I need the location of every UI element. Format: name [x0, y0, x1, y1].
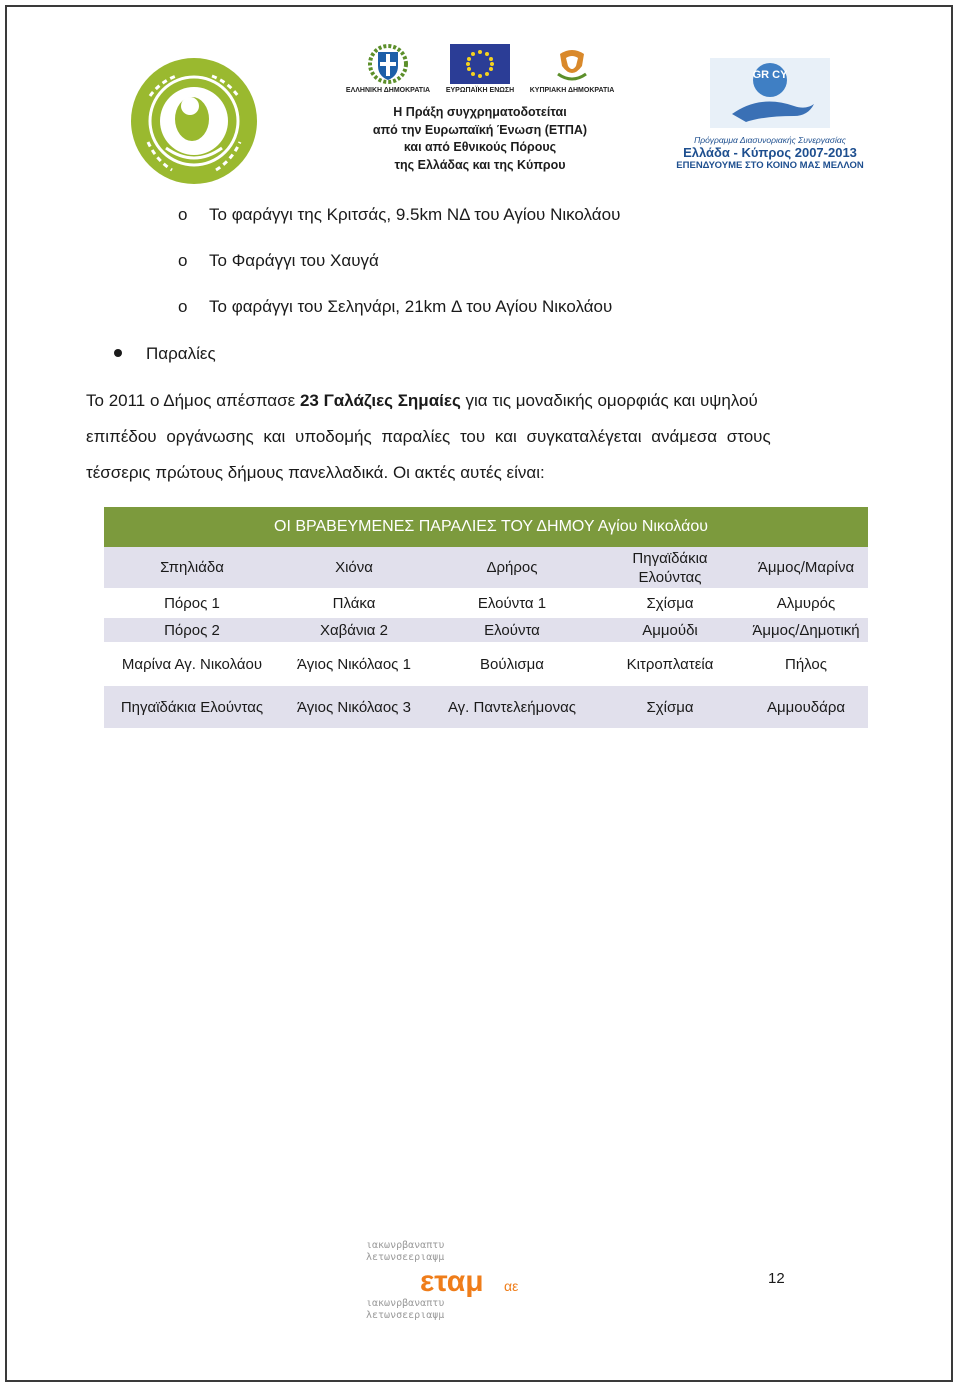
flag-row — [345, 44, 615, 94]
svg-text:λετωνσεεριαψμ: λετωνσεεριαψμ — [366, 1252, 445, 1263]
eu-flag — [437, 44, 523, 94]
table-cell: Χιόνα — [280, 547, 428, 589]
list-item — [178, 250, 379, 272]
paragraph-bold-text: 23 Γαλάζιες Σημαίες — [299, 391, 461, 410]
program-line-2: Ελλάδα - Κύπρος 2007-2013 — [683, 145, 857, 160]
table-row — [104, 589, 868, 617]
table-cell: Δρήρος — [428, 547, 596, 589]
list-marker: o — [178, 205, 188, 224]
table-cell: Αμμουδάρα — [744, 685, 868, 729]
page-number: 12 — [768, 1270, 785, 1287]
table-cell: Αγ. Παντελεήμονας — [428, 685, 596, 729]
flag-caption: ΚΥΠΡΙΑΚΗ ΔΗΜΟΚΡΑΤΙΑ — [529, 87, 615, 94]
program-line-1: Πρόγραμμα Διασυνοριακής Συνεργασίας — [694, 135, 846, 145]
etam-logo-suffix: αε — [504, 1278, 519, 1294]
cofinance-text — [340, 104, 620, 174]
cofinance-line: της Ελλάδας και της Κύπρου — [394, 157, 566, 172]
program-logo — [668, 58, 872, 182]
cyprus-emblem — [529, 44, 615, 94]
etam-logo-icon — [366, 1238, 558, 1324]
table-cell: Πλάκα — [280, 589, 428, 617]
svg-text:ιακωνρβαναπτυ: ιακωνρβαναπτυ — [366, 1240, 445, 1251]
list-marker: o — [178, 297, 188, 316]
table-cell: Σχίσμα — [596, 685, 744, 729]
list-item — [178, 296, 612, 318]
cofinance-line: από την Ευρωπαϊκή Ένωση (ΕΤΠΑ) — [372, 122, 588, 137]
table-cell: Πόρος 2 — [104, 617, 280, 643]
paragraph-line — [86, 426, 888, 448]
paragraph-text: Το 2011 ο Δήμος απέσπασε — [86, 391, 300, 410]
table-cell: Σπηλιάδα — [104, 547, 280, 589]
table-cell: Βούλισμα — [428, 643, 596, 685]
municipality-seal-icon — [126, 56, 262, 186]
table-cell: Άμμος/Δημοτική — [744, 617, 868, 643]
table-cell: Κιτροπλατεία — [596, 643, 744, 685]
list-marker: o — [178, 251, 188, 270]
table-row — [104, 685, 868, 729]
cyprus-emblem-icon — [552, 44, 592, 84]
etam-logo-text: εταμ — [420, 1265, 484, 1298]
program-line-3: ΕΠΕΝΔΥΟΥΜΕ ΣΤΟ ΚΟΙΝΟ ΜΑΣ ΜΕΛΛΟΝ — [676, 160, 864, 171]
list-item-text: Το φαράγγι του Σεληνάρι, 21km Δ του Αγίου Νικολάου — [209, 297, 613, 316]
table-cell: Πηγαϊδάκια Ελούντας — [596, 547, 744, 589]
table-cell: Χαβάνια 2 — [280, 617, 428, 643]
table-row — [104, 617, 868, 643]
table-cell: Πήλος — [744, 643, 868, 685]
table-cell: Πηγαϊδάκια Ελούντας — [104, 685, 280, 729]
cofinance-line: Η Πράξη συγχρηματοδοτείται — [393, 105, 567, 119]
table-cell: Άγιος Νικόλαος 3 — [280, 685, 428, 729]
table-cell: Ελούντα 1 — [428, 589, 596, 617]
table-cell: Άγιος Νικόλαος 1 — [280, 643, 428, 685]
table-cell: Σχίσμα — [596, 589, 744, 617]
paragraph-line — [86, 390, 888, 412]
paragraph-text: για τις μοναδικής ομορφιάς και υψηλού — [460, 391, 758, 410]
table-cell: Πόρος 1 — [104, 589, 280, 617]
table-cell: Ελούντα — [428, 617, 596, 643]
eu-flag-icon — [450, 44, 510, 84]
bullet-item — [114, 343, 216, 365]
flag-caption: ΕΛΛΗΝΙΚΗ ΔΗΜΟΚΡΑΤΙΑ — [345, 87, 431, 94]
bullet-icon — [114, 349, 122, 357]
cofinance-line: και από Εθνικούς Πόρους — [403, 140, 557, 154]
greek-emblem-icon — [368, 44, 408, 84]
table-cell: Αλμυρός — [744, 589, 868, 617]
flag-caption: ΕΥΡΩΠΑΪΚΗ ΕΝΩΣΗ — [445, 87, 515, 94]
greek-emblem — [345, 44, 431, 94]
table-cell: Μαρίνα Αγ. Νικολάου — [104, 643, 280, 685]
paragraph-text: επιπέδου οργάνωσης και υποδομής παραλίες του και συγκαταλέγεται ανάμεσα στους — [86, 427, 771, 446]
table-row — [104, 643, 868, 685]
table-row — [104, 547, 868, 589]
list-item-text: Το Φαράγγι του Χαυγά — [209, 251, 379, 270]
cofinance-logo-block — [340, 44, 620, 194]
paragraph-text: τέσσερις πρώτους δήμους πανελλαδικά. Οι ακτές αυτές είναι: — [86, 463, 545, 482]
table-cell: Άμμος/Μαρίνα — [744, 547, 868, 589]
grcy-program-icon — [710, 58, 830, 128]
table-cell: Αμμούδι — [596, 617, 744, 643]
paragraph-line — [86, 462, 888, 484]
bullet-text: Παραλίες — [146, 344, 216, 363]
list-item — [178, 204, 620, 226]
table-title: ΟΙ ΒΡΑΒΕΥΜΕΝΕΣ ΠΑΡΑΛΙΕΣ ΤΟΥ ΔΗΜΟΥ Αγίου Νικολάου — [104, 507, 868, 547]
beaches-table — [104, 507, 868, 730]
svg-text:λετωνσεεριαψμ: λετωνσεεριαψμ — [366, 1310, 445, 1321]
svg-text:ιακωνρβαναπτυ: ιακωνρβαναπτυ — [366, 1298, 445, 1309]
list-item-text: Το φαράγγι της Κριτσάς, 9.5km ΝΔ του Αγίου Νικολάου — [209, 205, 621, 224]
grcy-badge-text: GR CY — [752, 69, 788, 81]
